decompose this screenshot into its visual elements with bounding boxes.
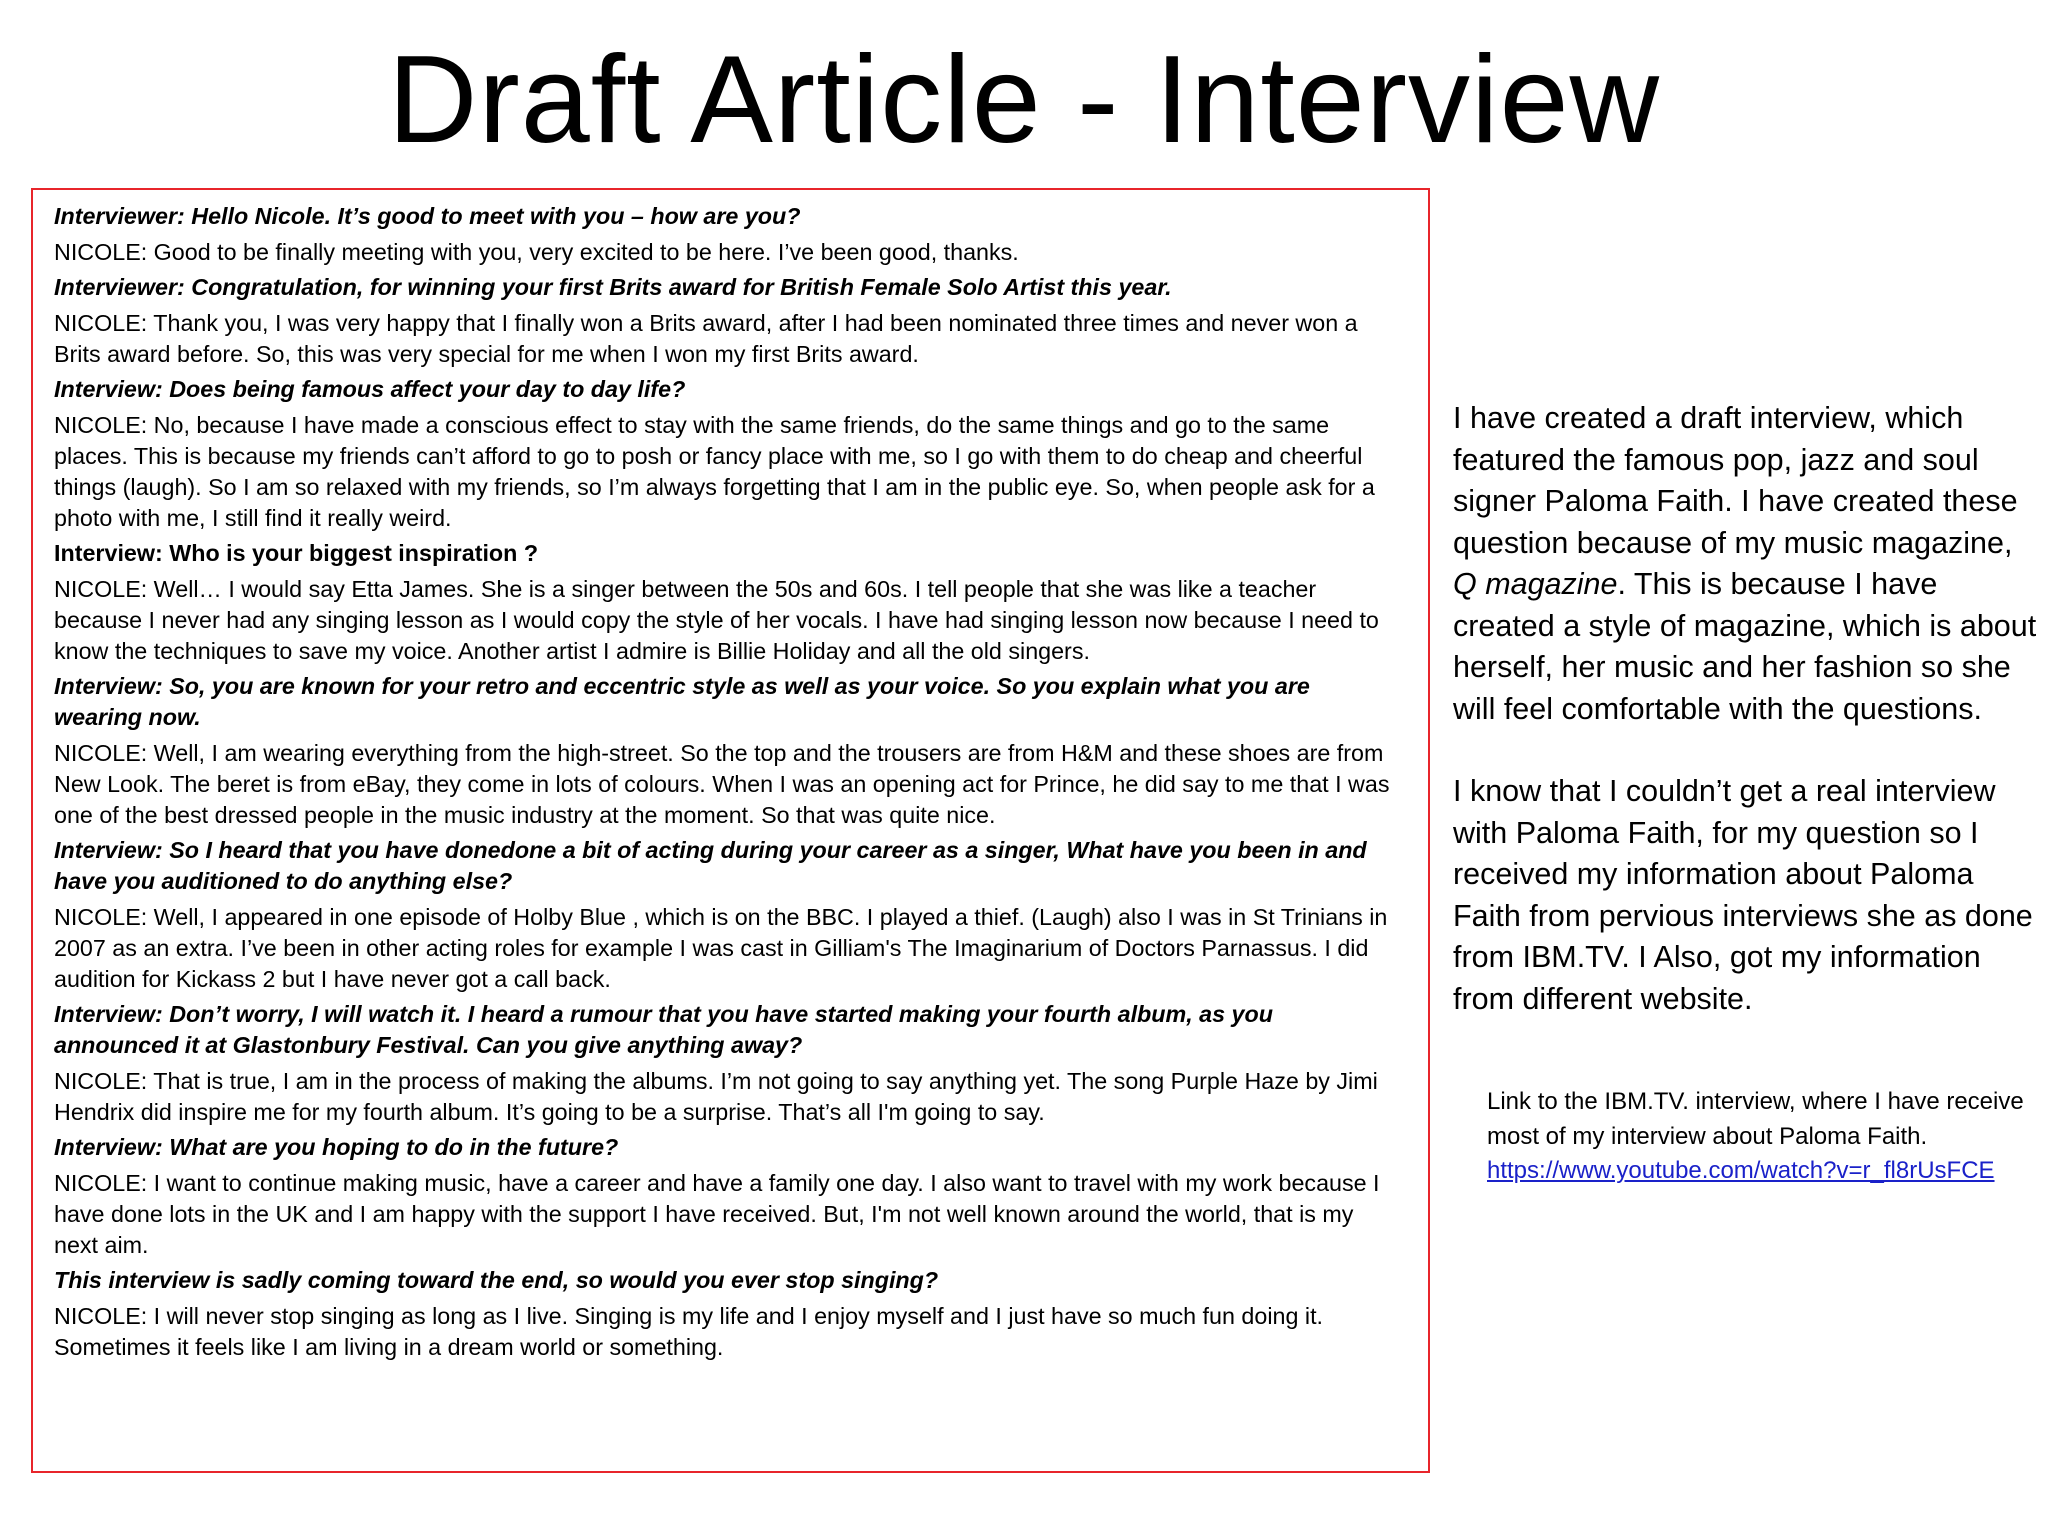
explanation-paragraph-1 xyxy=(1453,398,2038,730)
link-note-text: Link to the IBM.TV. interview, where I have receive most of my interview about Paloma Faith. xyxy=(1487,1088,2024,1150)
explanation-text-part: . This is because I have created a style of magazine, which is about herself, her music and her fashion so she will feel comfortable with the questions. xyxy=(1453,567,2037,726)
interview-answer: NICOLE: That is true, I am in the process of making the albums. I’m not going to say anything yet. The song Purple Haze by Jimi Hendrix did inspire me for my fourth album. It’s going to be a surprise. That’s all I'm going to say. xyxy=(54,1068,1378,1125)
interview-answer: NICOLE: Well, I am wearing everything from the high-street. So the top and the trousers are from H&M and these shoes are from New Look. The beret is from eBay, they come in lots of colours. When I was an opening act for Prince, he did say to me that I was one of the best dressed people in the music industry at the moment. So that was quite nice. xyxy=(54,740,1390,828)
interview-question: Interview: So I heard that you have donedone a bit of acting during your career as a singer, What have you been in and have you auditioned to do anything else? xyxy=(54,837,1367,894)
interview-answer: NICOLE: No, because I have made a conscious effect to stay with the same friends, do the same things and go to the same places. This is because my friends can’t afford to go to posh or fancy place with me, so I go with them to do cheap and cheerful things (laugh). So I am so relaxed with my friends, so I’m always forgetting that I am in the public eye. So, when people ask for a photo with me, I still find it really weird. xyxy=(54,412,1375,531)
interview-question: Interview: Does being famous affect your day to day life? xyxy=(54,376,686,402)
interview-answer: NICOLE: I will never stop singing as long as I live. Singing is my life and I enjoy myself and I just have so much fun doing it. Sometimes it feels like I am living in a dream world or something. xyxy=(54,1303,1324,1360)
interview-question: This interview is sadly coming toward the end, so would you ever stop singing? xyxy=(54,1267,939,1293)
interview-question: Interviewer: Hello Nicole. It’s good to meet with you – how are you? xyxy=(54,203,801,229)
magazine-name: Q magazine xyxy=(1453,567,1618,601)
interview-answer: NICOLE: Thank you, I was very happy that I finally won a Brits award, after I had been nominated three times and never won a Brits award before. So, this was very special for me when I won my first Brits award. xyxy=(54,310,1358,367)
explanation-paragraph-2: I know that I couldn’t get a real interview with Paloma Faith, for my question so I received my information about Paloma Faith from pervious interviews she as done from IBM.TV. I Also, got my information from different website. xyxy=(1453,774,2033,1016)
paragraph-spacer xyxy=(1453,730,2038,771)
explanation-text xyxy=(1453,398,2038,1020)
interview-question: Interview: So, you are known for your retro and eccentric style as well as your voice. So you explain what you are wearing now. xyxy=(54,673,1310,730)
interview-transcript-box xyxy=(31,188,1430,1473)
explanation-text-part: I have created a draft interview, which featured the famous pop, jazz and soul signer Paloma Faith. I have created these question because of my music magazine, xyxy=(1453,401,2018,560)
interview-question: Interview: Who is your biggest inspiration ? xyxy=(54,540,539,566)
interview-question: Interviewer: Congratulation, for winning your first Brits award for British Female Solo Artist this year. xyxy=(54,274,1172,300)
source-link-note xyxy=(1487,1085,2027,1189)
interview-answer: NICOLE: Well… I would say Etta James. She is a singer between the 50s and 60s. I tell people that she was like a teacher because I never had any singing lesson as I would copy the style of her vocals. I have had singing lesson now because I need to know the techniques to save my voice. Another artist I admire is Billie Holiday and all the old singers. xyxy=(54,576,1379,664)
interview-question: Interview: Don’t worry, I will watch it. I heard a rumour that you have started making your fourth album, as you announced it at Glastonbury Festival. Can you give anything away? xyxy=(54,1001,1273,1058)
youtube-link[interactable]: https://www.youtube.com/watch?v=r_fl8rUsFCE xyxy=(1487,1157,1995,1184)
interview-answer: NICOLE: I want to continue making music, have a career and have a family one day. I also want to travel with my work because I have done lots in the UK and I am happy with the support I have received. But, I'm not well known around the world, that is my next aim. xyxy=(54,1170,1380,1258)
page-title: Draft Article - Interview xyxy=(387,31,1661,169)
interview-answer: NICOLE: Well, I appeared in one episode of Holby Blue , which is on the BBC. I played a thief. (Laugh) also I was in St Trinians in 2007 as an extra. I’ve been in other acting roles for example I was cast in Gilliam's The Imaginarium of Doctors Parnassus. I did audition for Kickass 2 but I have never got a call back. xyxy=(54,904,1388,992)
interview-question: Interview: What are you hoping to do in the future? xyxy=(54,1134,619,1160)
interview-answer: NICOLE: Good to be finally meeting with you, very excited to be here. I’ve been good, thanks. xyxy=(54,239,1019,265)
